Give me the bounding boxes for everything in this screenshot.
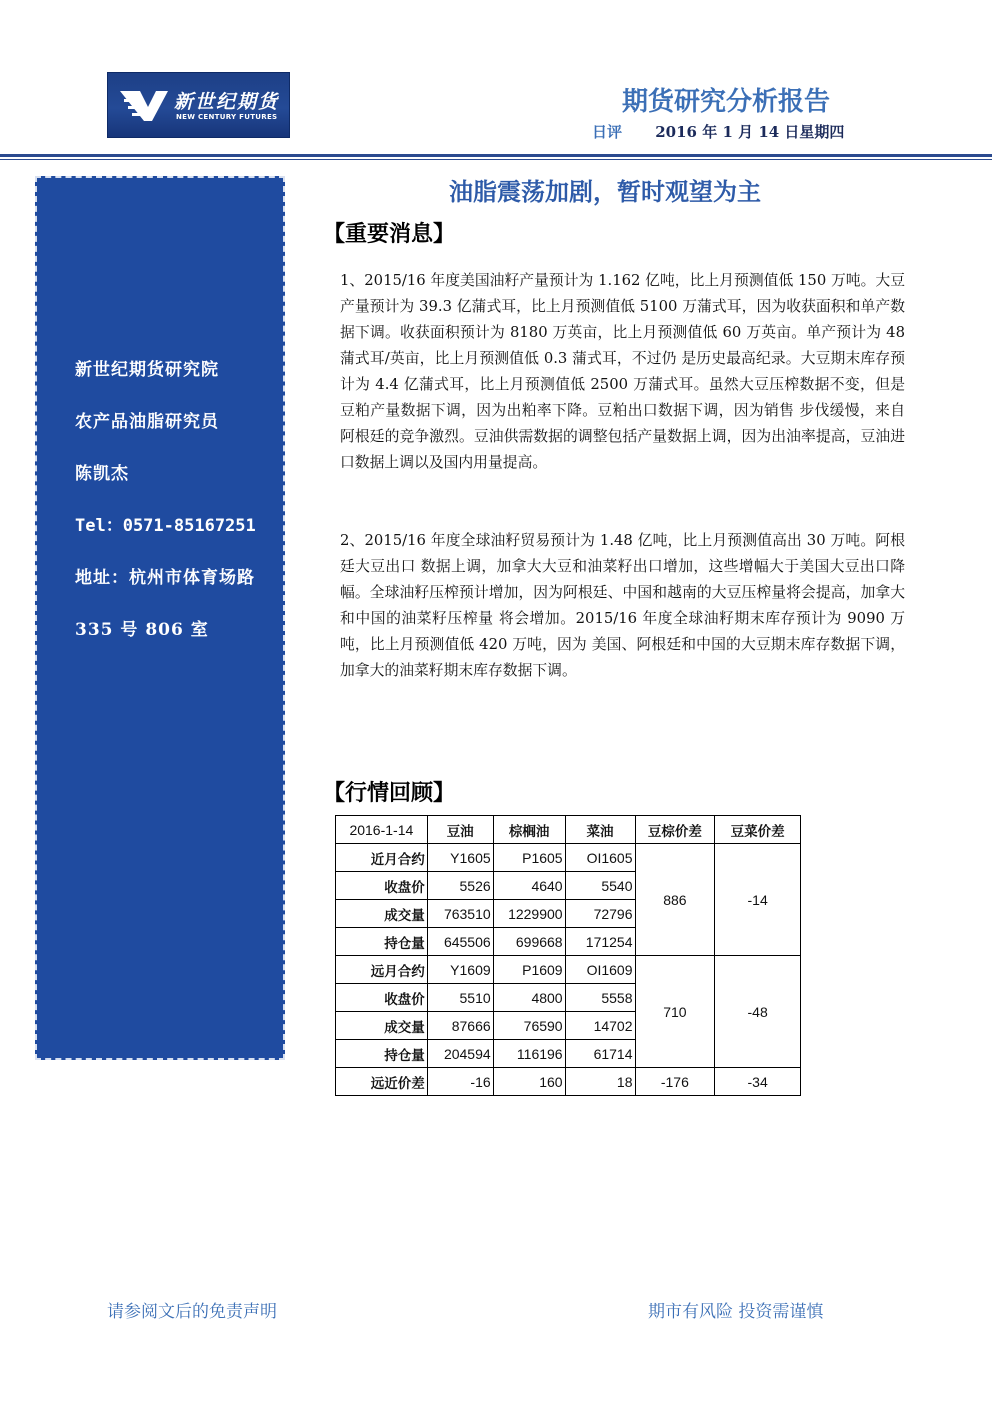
table-cell: 5558 [565, 984, 635, 1012]
table-row [336, 844, 801, 872]
row-label: 持仓量 [336, 928, 428, 956]
table-cell: 61714 [565, 1040, 635, 1068]
market-review-table [335, 815, 801, 1096]
sidebar-tel: Tel：0571-85167251 [75, 516, 256, 536]
table-header-rapeseed-oil: 菜油 [565, 816, 635, 844]
row-label: 成交量 [336, 1012, 428, 1040]
table-row-spread [336, 1068, 801, 1096]
row-label: 远近价差 [336, 1068, 428, 1096]
report-type: 日评 [592, 123, 623, 141]
far-soy-palm-spread: 710 [635, 956, 715, 1068]
table-cell: 645506 [427, 928, 493, 956]
table-cell: 87666 [427, 1012, 493, 1040]
row-label: 近月合约 [336, 844, 428, 872]
report-date: 2016 年 1 月 14 日星期四 [655, 123, 845, 141]
row-label: 持仓量 [336, 1040, 428, 1068]
header-divider [0, 154, 992, 157]
row-label: 远月合约 [336, 956, 428, 984]
table-row [336, 956, 801, 984]
sidebar-institute: 新世纪期货研究院 [75, 360, 219, 380]
news-heading: 【重要消息】 [323, 222, 456, 247]
row-label: 收盘价 [336, 872, 428, 900]
table-cell: -176 [635, 1068, 715, 1096]
table-cell: 4640 [493, 872, 565, 900]
header-divider-thin [0, 159, 992, 160]
near-soy-palm-spread: 886 [635, 844, 715, 956]
footer-disclaimer-note: 请参阅文后的免责声明 [107, 1302, 277, 1322]
table-cell: 116196 [493, 1040, 565, 1068]
sidebar-address-line2: 335 号 806 室 [75, 620, 209, 640]
table-header-soy-rape-spread: 豆菜价差 [715, 816, 801, 844]
table-header-date: 2016-1-14 [336, 816, 428, 844]
table-cell: 171254 [565, 928, 635, 956]
table-header-soy-palm-spread: 豆棕价差 [635, 816, 715, 844]
sidebar-address-line1: 地址：杭州市体育场路 [75, 568, 255, 588]
news-paragraph-2: 2、2015/16 年度全球油籽贸易预计为 1.48 亿吨，比上月预测值高出 30 万吨。阿根廷大豆出口 数据上调，加拿大大豆和油菜籽出口增加，这些增幅大于美国大豆出口降幅。全球油籽压榨预计增加，因为阿根廷、中国和越南的大豆压榨量将会提高，加拿大和中国的油菜籽压榨量 将会增加。2015/16 年度全球油籽期末库存预计为 9090 万吨，比上月预测值低 420 万吨，因为 美国、阿根廷和中国的大豆期末库存数据下调，加拿大的油菜籽期末库存数据下调。 [340, 532, 905, 679]
market-heading: 【行情回顾】 [323, 781, 456, 806]
table-cell: 5510 [427, 984, 493, 1012]
logo-mark-icon [118, 87, 170, 125]
logo-english-name: NEW CENTURY FUTURES [176, 113, 278, 121]
table-cell: P1605 [493, 844, 565, 872]
table-cell: 160 [493, 1068, 565, 1096]
report-title: 期货研究分析报告 [621, 87, 830, 117]
far-soy-rape-spread: -48 [715, 956, 801, 1068]
article-title: 油脂震荡加剧，暂时观望为主 [449, 178, 761, 206]
table-cell: OI1605 [565, 844, 635, 872]
row-label: 收盘价 [336, 984, 428, 1012]
table-cell: Y1609 [427, 956, 493, 984]
table-cell: -34 [715, 1068, 801, 1096]
sidebar-analyst: 陈凯杰 [75, 464, 129, 484]
table-header-palm-oil: 棕榈油 [493, 816, 565, 844]
table-cell: 4800 [493, 984, 565, 1012]
table-cell: 76590 [493, 1012, 565, 1040]
near-soy-rape-spread: -14 [715, 844, 801, 956]
report-subtitle [592, 121, 844, 142]
table-cell: 763510 [427, 900, 493, 928]
table-cell: P1609 [493, 956, 565, 984]
table-header-row [336, 816, 801, 844]
footer-risk-warning: 期市有风险 投资需谨慎 [648, 1302, 824, 1322]
table-cell: 204594 [427, 1040, 493, 1068]
sidebar-role: 农产品油脂研究员 [75, 412, 219, 432]
table-cell: Y1605 [427, 844, 493, 872]
company-logo [107, 72, 290, 138]
logo-chinese-name: 新世纪期货 [174, 91, 280, 113]
news-paragraph-1: 1、2015/16 年度美国油籽产量预计为 1.162 亿吨，比上月预测值低 150 万吨。大豆产量预计为 39.3 亿蒲式耳，比上月预测值低 5100 万蒲式耳，因为收获面积和单产数据下调。收获面积预计为 8180 万英亩，比上月预测值低 60 万英亩。单产预计为 48 蒲式耳/英亩，比上月预测值低 0.3 蒲式耳，不过仍 是历史最高纪录。大豆期末库存预计为 4.4 亿蒲式耳，比上月预测值低 2500 万蒲式耳。虽然大豆压榨数据不变，但是豆粕产量数据下调，因为出粕率下降。豆粕出口数据下调，因为销售 步伐缓慢，来自阿根廷的竞争激烈。豆油供需数据的调整包括产量数据上调，因为出油率提高，豆油进口数据上调以及国内用量提高。 [340, 272, 905, 471]
table-cell: 14702 [565, 1012, 635, 1040]
table-cell: OI1609 [565, 956, 635, 984]
row-label: 成交量 [336, 900, 428, 928]
table-cell: 5540 [565, 872, 635, 900]
table-cell: 699668 [493, 928, 565, 956]
table-cell: 1229900 [493, 900, 565, 928]
table-cell: 72796 [565, 900, 635, 928]
table-cell: 5526 [427, 872, 493, 900]
table-cell: -16 [427, 1068, 493, 1096]
table-cell: 18 [565, 1068, 635, 1096]
table-header-soybean-oil: 豆油 [427, 816, 493, 844]
